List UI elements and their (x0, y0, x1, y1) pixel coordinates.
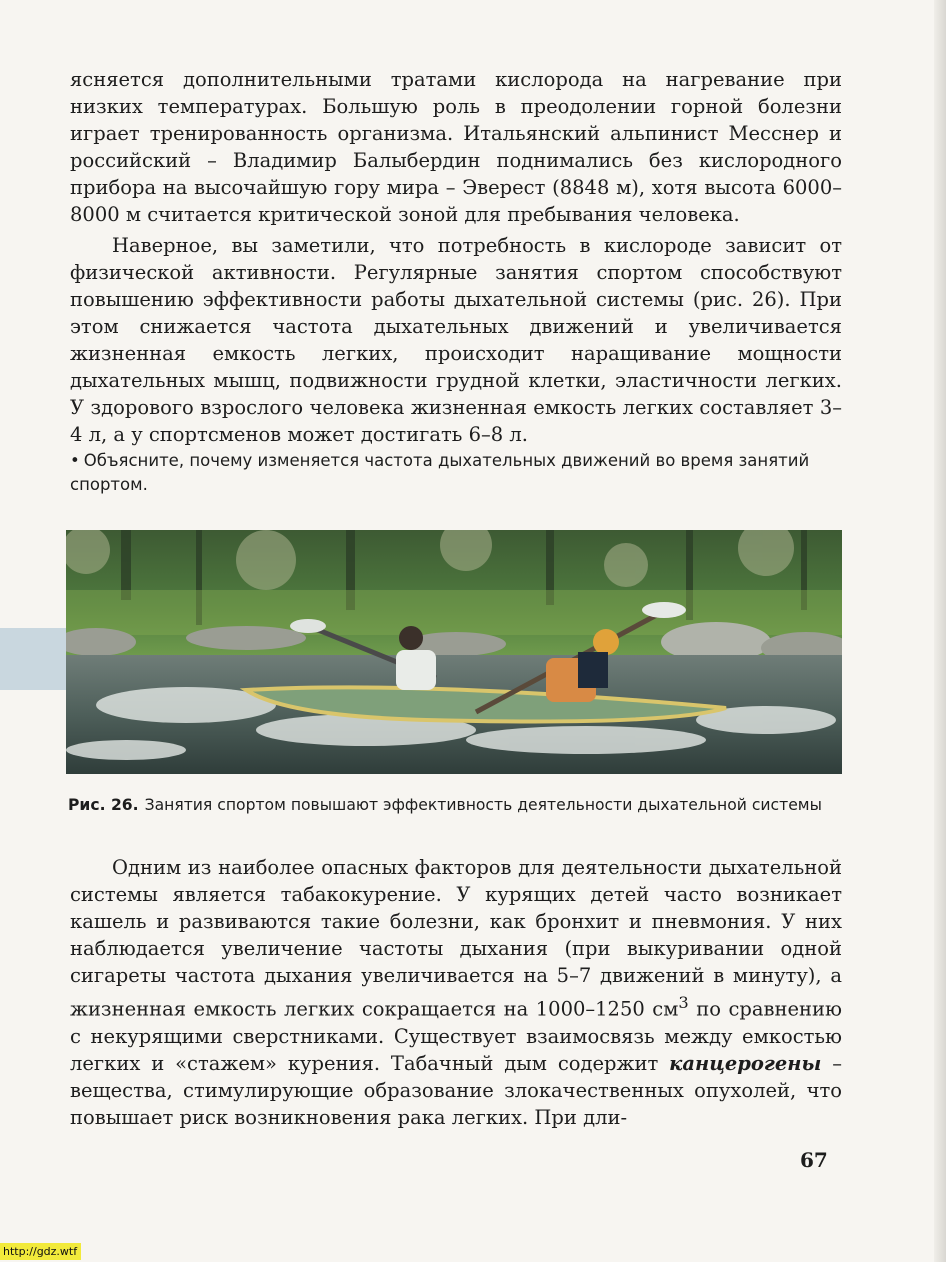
term-carcinogens: канцерогены (669, 1051, 822, 1075)
figure-photo-kayakers (66, 530, 842, 774)
watermark-link[interactable]: http://gdz.wtf (0, 1243, 81, 1260)
kayak-photo-illustration (66, 530, 842, 774)
paragraph-3-part-1: Одним из наиболее опасных факторов для деятельности дыхательной системы является табакокурение. У курящих детей часто возникает кашель и развиваются такие болезни, как бронхит и пневмония. У них наблюдается увеличение частоты дыхания (при выкуривании одной сигареты частота дыхания увеличивается на 5–7 движений в минуту), а жизненная емкость легких сокращается на 1000–1250 см (70, 856, 842, 1021)
paragraph-3-part-3: – вещества, стимулирующие образование злокачественных опухолей, что повышает риск возникновения рака легких. При дли- (70, 1051, 842, 1129)
figure-caption (68, 794, 848, 816)
question-text: Объясните, почему изменяется частота дыхательных движений во время занятий спортом. (70, 451, 810, 494)
cubic-superscript: 3 (678, 993, 689, 1012)
bullet-icon: • (70, 451, 80, 470)
page-edge-shadow (934, 0, 946, 1262)
figure-label: Рис. 26. (68, 796, 139, 814)
paragraph-3-part-2: по сравнению с некурящими сверстниками. Существует взаимосвязь между емкостью легких и «стажем» курения. Табачный дым содержит (70, 997, 842, 1075)
paragraph-2 (70, 232, 842, 448)
paragraph-1 (70, 66, 842, 228)
question-block (70, 449, 842, 497)
paragraph-3-text (70, 854, 842, 1131)
figure-caption-text: Занятия спортом повышают эффективность деятельности дыхательной системы (144, 796, 822, 814)
page-number: 67 (800, 1148, 828, 1172)
paragraph-2-text: Наверное, вы заметили, что потребность в кислороде зависит от физической активности. Регулярные занятия спортом способствуют повышению эффективности работы дыхательной системы (рис. 26). При этом снижается частота дыхательных движений и увеличивается жизненная емкость легких, происходит наращивание мощности дыхательных мышц, подвижности грудной клетки, эластичности легких. У здорового взрослого человека жизненная емкость легких составляет 3–4 л, а у спортсменов может достигать 6–8 л. (70, 234, 842, 446)
margin-color-tab (0, 628, 66, 690)
paragraph-3 (70, 854, 842, 1131)
paragraph-1-text: ясняется дополнительными тратами кислорода на нагревание при низких температурах. Большую роль в преодолении горной болезни играет тренированность организма. Итальянский альпинист Месснер и российский – Владимир Балыбердин поднимались без кислородного прибора на высочайшую гору мира – Эверест (8848 м), хотя высота 6000–8000 м считается критической зоной для пребывания человека. (70, 68, 842, 226)
